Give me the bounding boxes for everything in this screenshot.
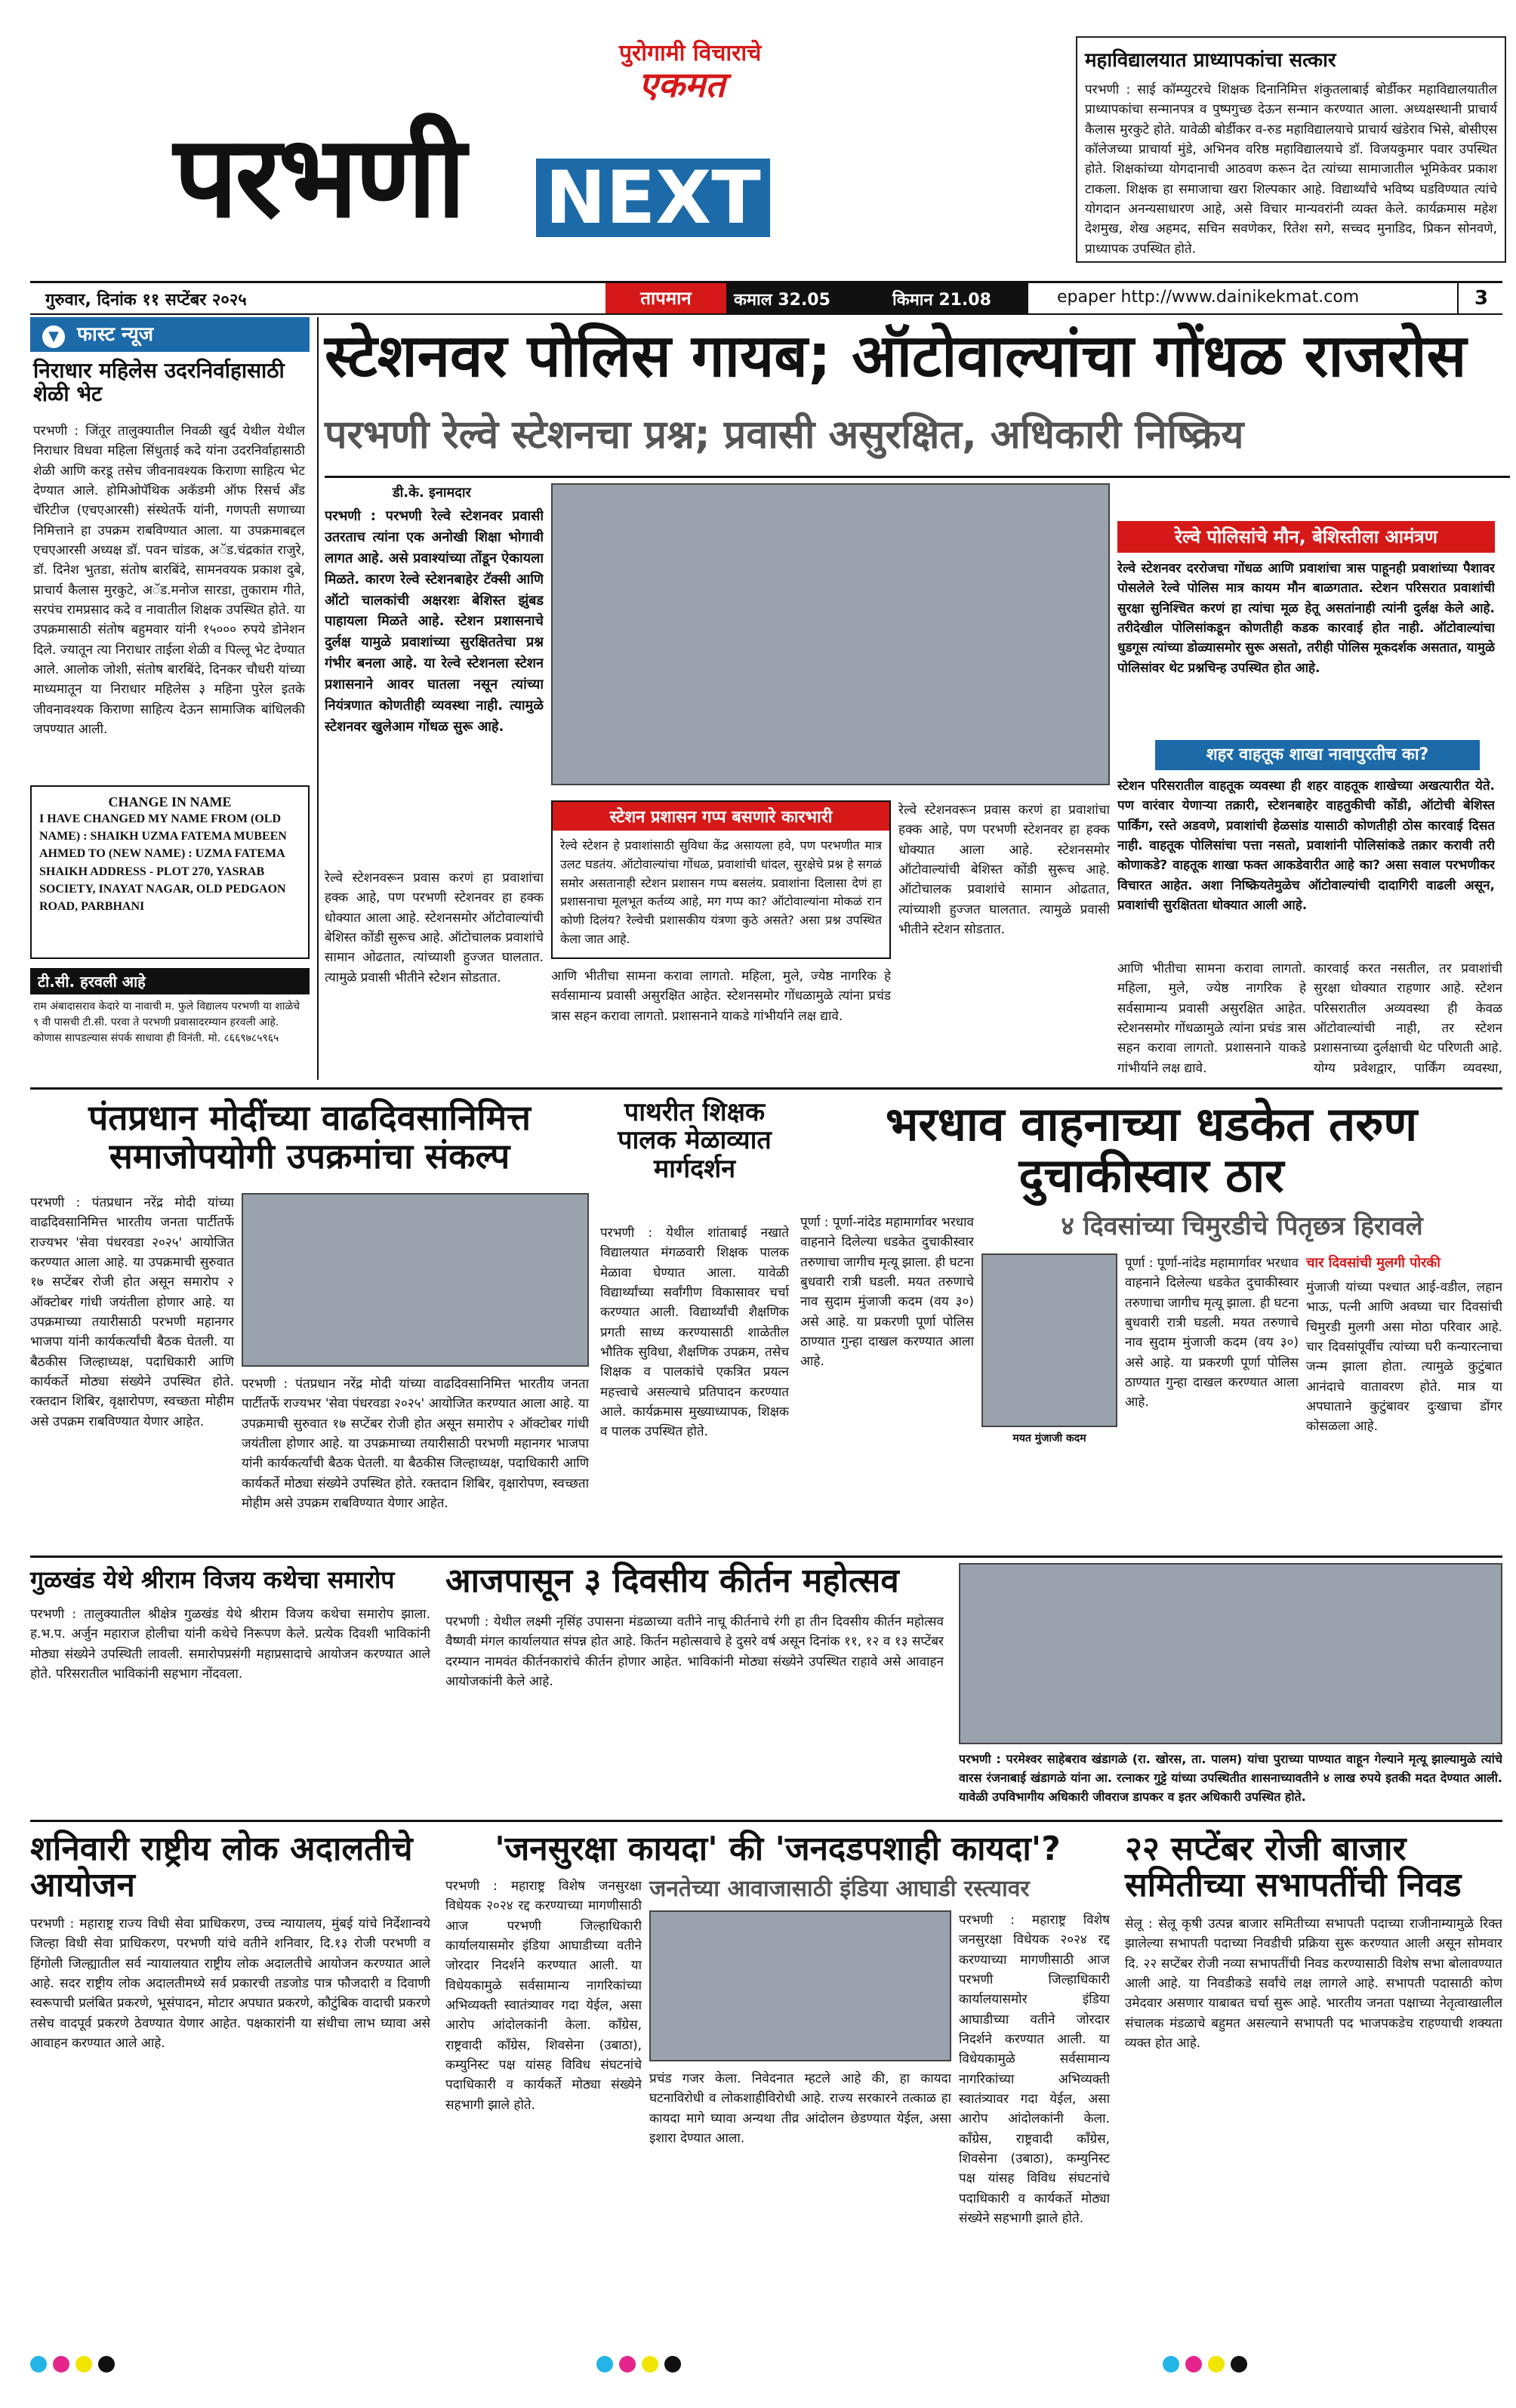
protest-photo [649,1910,951,2061]
daughter-subhead: चार दिवसांची मुलगी पोरकी [1306,1255,1441,1271]
kirtan-fest-body: परभणी : येथील लक्ष्मी नृसिंह उपासना मंडळाच्या वतीने नाचू कीर्तनाचे रंगी हा तीन दिवसीय कीर्तन महोत्सव वैष्णवी मंगल कार्यालयात संपन्न होत आहे. किर्तन महोत्सवाचे हे दुसरे वर्ष असून दिनांक ११, १२ व १३ सप्टेंबर दरम्यान नामवंत कीर्तनकारांचे कीर्तन होणार आहेत. भाविकांनी मोठ्या संख्येने उपस्थित राहावे असे आवाहन आयोजकांनी केले आहे. [445,1614,944,1690]
section-rule-3 [30,1820,1502,1822]
masthead-tagline: पुरोगामी विचाराचे [619,40,762,66]
column-divider [317,317,319,1080]
fast-news-body: परभणी : जिंतूर तालुक्यातील निवळी खुर्द येथील येथील निराधार विधवा महिला सिंधुताई कदेे यांना उदरनिर्वाहासाठी शेळी आणि करडू तसेच जीवनावश्यक किराणा साहित्य भेट देण्यात आले. होमिओपॅथिक अकॅडमी ऑफ रिसर्च अँड चॅरिटीज (एचएआरसी) संस्थेतर्फे यांनी, गणपती सणाच्या निमित्ताने हा उपक्रम राबविण्यात आला. या उपक्रमाबद्दल एचएआरसी अध्यक्ष डॉ. पवन चांडक, अॅड.चंद्रकांत राजुरे, डॉ. दिनेश भुतडा, संतोष बारबिंदे, सामनवयक प्रकाश दुबे, प्राचार्य कैलास मुरकुटे, अॅड.मनोज सारडा, तुकाराम गीते, सरपंच रामप्रसाद कदेे व नावातील शिक्षक उपस्थित होते. या उपक्रमासाठी संतोष बहुमवार यांनी १५००० रुपये डोनेशन दिले. ज्यातून त्या निराधार ताईला शेळी व पिल्लू भेट देण्यात आले. आलोक जोशी, संतोष बारबिंदे, दिनकर चौधरी यांच्या माध्यमातून या निराधार महिलेस ३ महिना पुरेल इतके जीवनावश्यक किराणा साहित्य देऊन सामाजिक बांधिलकी जपण्यात आली. [33,424,305,738]
modi-body-cont: परभणी : पंतप्रधान नरेंद्र मोदी यांच्या वाढदिवसानिमित्त भारतीय जनता पार्टीतर्फे राज्यभर 'सेवा पंधरवडा २०२५' आयोजित करण्यात आला आहे. या उपक्रमाची सुरुवात १७ सप्टेंबर रोजी होत असून समारोप २ ऑक्टोबर गांधी जयंतीला होणार आहे. या उपक्रमाच्या तयारीसाठी परभणी महानगर भाजपा यांनी कार्यकर्त्यांची बैठक घेतली. या बैठकीस जिल्हाध्यक्ष, पदाधिकारी आणि कार्यकर्ते मोठ्या संख्येने उपस्थित होते. रक्तदान शिबिर, वृक्षारोपण, स्वच्छता मोहीम असे उपक्रम राबविण्यात येणार आहेत. [242,1377,589,1512]
modi-headline: पंतप्रधान मोदींच्या वाढदिवसानिमित्त समाजोपयोगी उपक्रमांचा संकल्प [88,1097,531,1176]
lead-col-b: आणि भीतीचा सामना करावा लागतो. महिला, मुले, ज्येष्ठ नागरिक हे सर्वसामान्य प्रवासी असुरक्षित आहेत. स्टेशनसमोर गोंधळामुळे त्यांना प्रचंड त्रास सहन करावा लागतो. प्रशासनाने याकडे गांभीर्याने लक्ष द्यावे. [1117,961,1306,1076]
lok-adalat-headline: शनिवारी राष्ट्रीय लोक अदालतीचे आयोजन [30,1830,413,1905]
jansuraksha-headline: 'जनसुरक्षा कायदा' की 'जनदडपशाही कायदा'? [495,1830,1061,1868]
railway-station-photo [551,483,1110,785]
lead-rule [325,476,1510,478]
lok-adalat-body: परभणी : महाराष्ट्र राज्य विधी सेवा प्राधिकरण, उच्च न्यायालय, मुंबई यांचे निर्देशान्वये जिल्हा विधी सेवा प्राधिकरण, परभणी यांचे वतीने शनिवार, दि.१३ रोजी परभणी व हिंगोली जिल्ह्यातील सर्व न्यायालयात राष्ट्रीय लोक अदालतीचे आयोजन करण्यात आले आहे. सदर राष्ट्रीय लोक अदालतीमध्ये सर्व प्रकारची तडजोड पात्र फौजदारी व दिवाणी स्वरूपाची प्रलंबित प्रकरणे, भूसंपादन, मोटार अपघात प्रकरणे, कौटुंबिक वादाची प्रकरणे तसेच वादपूर्व प्रकरणे ठेवण्यात येणार आहेत. पक्षकारांनी या संधीचा लाभ घ्यावा असे आवाहन करण्यात आले आहे. [30,1916,430,2052]
tc-lost-notice [30,968,310,1078]
gulkhand-headline: गुळखंड येथे श्रीराम विजय कथेचा समारोप [30,1565,395,1594]
lead-col-d: रेल्वे स्टेशनवरून प्रवास करणं हा प्रवाशांचा हक्क आहे, पण परभणी स्टेशनवर हा हक्क धोक्यात आला आहे. स्टेशनसमोर ऑटोवाल्यांची बेशिस्त कोंडी सुरूच आहे. ऑटोचालक प्रवाशांचे सामान ओढतात, त्यांच्याशी हुज्जत घालतात. त्यामुळे प्रवासी भीतीने स्टेशन सोडतात. [325,871,544,985]
fast-news-label: फास्ट न्यूज [77,323,154,346]
top-news-box [1076,36,1506,263]
temperature-min: किमान 21.08 [892,291,991,310]
station-admin-box [551,800,891,959]
station-admin-body: रेल्वे स्टेशन हे प्रवाशांसाठी सुविधा केंद्र असायला हवे, पण परभणीत मात्र उलट घडतंय. ऑटोवाल्यांचा गोंधळ, प्रवाशांची धांदल, सुरक्षेचे प्रश्न हे सगळं समोर असतानाही स्टेशन प्रशासन गप्प बसलंय. प्रवाशांना दिलासा देणं हा प्रशासनाचा मूलभूत कर्तव्य आहे, मग गप्प का? ऑटोवाल्यांना मोकळं रान कोणी दिलंय? रेल्वेची प्रशासकीय यंत्रणा कुठे असते? असा प्रश्न उपस्थित केला जात आहे. [560,838,882,946]
accident-headline: भरधाव वाहनाच्या धडकेत तरुण दुचाकीस्वार ठार [885,1096,1418,1204]
jansuraksha-col3: परभणी : महाराष्ट्र विशेष जनसुरक्षा विधेयक २०२४ रद्द करण्याच्या मागणीसाठी आज परभणी जिल्हाधिकारी कार्यालयासमोर इंडिया आघाडीच्या वतीने जोरदार निदर्शने करण्यात आली. या विधेयकामुळे सर्वसामान्य नागरिकांच्या अभिव्यक्ती स्वातंत्र्यावर गदा येईल, असा आरोप आंदोलकांनी केला. काँग्रेस, राष्ट्रवादी काँग्रेस, शिवसेना (उबाठा), कम्युनिस्ट पक्ष यांसह विविध संघटनांचे पदाधिकारी व कार्यकर्ते मोठ्या संख्येने सहभागी झाले होते. [959,1913,1110,2227]
top-news-body: परभणी : साई कॉम्प्युटरचे शिक्षक दिनानिमित्त शंकुतलाबाई बोर्डीकर महाविद्यालयातील प्राध्यापकांचा सन्मानपत्र व पुष्पगुच्छ देऊन सन्मान करण्यात आला. अध्यक्षस्थानी प्राचार्य कैलास मुरकुटे होते. यावेळी बोर्डीकर व-रुड महाविद्यालयाचे प्राचार्य खंडेराव भिसे, बोसीएस कॉलेजच्या प्राचार्या मुंडे, अभिनव वरिष्ठ महाविद्यालयाचे डॉ. विजयकुमार पवार उपस्थित होते. शिक्षकांच्या योगदानाची आठवण करून देत त्यांच्या सामाजातील भूमिकेवर प्रकाश टाकला. शिक्षक हा समाजाचा खरा शिल्पकार आहे. विद्यार्थ्यांचे भविष्य घडविण्यात त्यांचे योगदान अनन्यसाधारण आहे, असे विचार मान्यवरांनी व्यक्त केले. कार्यक्रमास महेश देशमुख, शेख अहमद, सचिन सवणेकर, रितेश सगे, सच्चद मुनाडिद, प्रिकन सोनवणे, प्राध्यापक उपस्थित होते. [1085,82,1497,257]
bazar-headline: २२ सप्टेंबर रोजी बाजार समितीच्या सभापतींची निवड [1125,1830,1462,1905]
jansuraksha-body: परभणी : महाराष्ट्र विशेष जनसुरक्षा विधेयक २०२४ रद्द करण्याच्या मागणीसाठी आज परभणी जिल्हाधिकारी कार्यालयासमोर इंडिया आघाडीच्या वतीने जोरदार निदर्शने करण्यात आली. या विधेयकामुळे सर्वसामान्य नागरिकांच्या अभिव्यक्ती स्वातंत्र्यावर गदा येईल, असा आरोप आंदोलकांनी केला. काँग्रेस, राष्ट्रवादी काँग्रेस, शिवसेना (उबाठा), कम्युनिस्ट पक्ष यांसह विविध संघटनांचे पदाधिकारी व कार्यकर्ते मोठ्या संख्येने सहभागी झाले होते. [445,1879,642,2113]
lead-col-e: आणि भीतीचा सामना करावा लागतो. महिला, मुले, ज्येष्ठ नागरिक हे सर्वसामान्य प्रवासी असुरक्षित आहेत. स्टेशनसमोर गोंधळामुळे त्यांना प्रचंड त्रास सहन करावा लागतो. प्रशासनाने याकडे गांभीर्याने लक्ष द्यावे. [551,969,891,1024]
tc-lost-body: राम अंबादासराव केदारे या नावाची म. फुले विद्यालय परभणी या शाळेचे ९ वी पासची टी.सी. परवा ते परभणी प्रवासादरम्यान हरवली आहे. कोणास सापडल्यास संपर्क साधावा ही विनंती. मो. ८६६९७८५९६५ [33,1001,300,1044]
name-change-notice [30,785,310,959]
lead-subhead: परभणी रेल्वे स्टेशनचा प्रश्न; प्रवासी असुरक्षित, अधिकारी निष्क्रिय [325,412,1244,458]
lead-col-a: रेल्वे स्टेशनवरून प्रवास करणं हा प्रवाशांचा हक्क आहे, पण परभणी स्टेशनवर हा हक्क धोक्यात आला आहे. स्टेशनसमोर ऑटोवाल्यांची बेशिस्त कोंडी सुरूच आहे. ऑटोचालक प्रवाशांचे सामान ओढतात, त्यांच्याशी हुज्जत घालतात. त्यामुळे प्रवासी भीतीने स्टेशन सोडतात. [898,803,1110,938]
temperature-max: कमाल 32.05 [734,291,830,310]
print-color-marks [30,2356,1502,2386]
accident-subhead: ४ दिवसांच्या चिमुरडीचे पितृछत्र हिरावले [1061,1211,1423,1241]
accident-body: पूर्णा : पूर्णा-नांदेड महामार्गावर भरधाव वाहनाने दिलेल्या धडकेत दुचाकीस्वार तरुणाचा जागीच मृत्यू झाला. ही घटना बुधवारी रात्री घडली. मयत तरुणाचे नाव सुदाम मुंजाजी कदम (वय ३०) असे आहे. या प्रकरणी पूर्णा पोलिस ठाण्यात गुन्हा दाखल करण्यात आला आहे. [800,1215,974,1370]
modi-meeting-photo [242,1193,589,1367]
down-arrow-icon: ▼ [42,325,65,348]
lead-byline: डी.के. इनामदार [393,485,471,501]
fast-news-headline: निराधार महिलेस उदरनिर्वाहासाठी शेळी भेट [33,358,285,406]
name-change-title: CHANGE IN NAME [108,794,232,809]
lead-intro: परभणी : परभणी रेल्वे स्टेशनवर प्रवासी उतरताच त्यांना एक अनोखी शिक्षा भोगावी लागत आहे. असे प्रवाश्यांच्या तोंडून ऐकायला मिळते. कारण रेल्वे स्टेशनबाहेर टॅक्सी आणि ऑटो चालकांची अक्षरशः बेशिस्त झुंबड पाहायला मिळते आहे. स्टेशन प्रशासनाचे दुर्लक्ष यामुळे प्रवाशांच्या सुरक्षिततेचा प्रश्न गंभीर बनला आहे. या रेल्वे स्टेशनला स्टेशन प्रशासनाने आवर घातला नसून त्यांच्या नियंत्रणात कोणतीही व्यवस्था नाही. त्यामुळे स्टेशनवर खुलेआम गोंधळ सुरू आहे. [325,508,544,735]
traffic-subhead: शहर वाहतूक शाखा नावापुरतीच का? [1155,740,1480,770]
section-rule-2 [30,1555,1502,1558]
daughter-body: मुंजाजी यांच्या पश्चात आई-वडील, लहान भाऊ, पत्नी आणि अवघ्या चार दिवसांची चिमुरडी मुलगी असा मोठा परिवार आहे. चार दिवसांपूर्वीच त्यांच्या घरी कन्यारत्नाचा जन्म झाला होता. त्यामुळे कुटुंबात आनंदाचे वातावरण होते. मात्र या अपघाताने कुटुंबावर दुःखाचा डोंगर कोसळला आहे. [1306,1280,1502,1435]
jansuraksha-col2: प्रचंड गजर केला. निवेदनात म्हटले आहे की, हा कायदा घटनाविरोधी व लोकशाहीविरोधी आहे. राज्य सरकारने तत्काळ हा कायदा मागे घ्यावा अन्यथा तीव्र आंदोलन छेडण्यात येईल, असा इशारा देण्यात आला. [649,2071,951,2147]
temperature-bar [605,283,1028,313]
station-admin-title: स्टेशन प्रशासन गप्प बसणारे कारभारी [553,802,889,831]
teacher-body: परभणी : येथील शांताबाई नखाते विद्यालयात मंगळवारी शिक्षक पालक मेळावा घेण्यात आला. यावेळी विद्यार्थ्यांच्या सर्वांगीण विकासावर चर्चा करण्यात आली. विद्यार्थ्यांची शैक्षणिक प्रगती साध्य करण्यासाठी शाळेतील भौतिक सुविधा, शैक्षणिक उपक्रम, तसेच शिक्षक व पालकांचे एकत्रित प्रयत्न महत्त्वाचे असल्याचे प्रतिपादन करण्यात आले. कार्यक्रमास मुख्याध्यापक, शिक्षक व पालक उपस्थित होते. [600,1226,789,1440]
victim-caption: मयत मुंजाजी कदम [1012,1432,1086,1444]
fast-news-header [30,317,310,352]
gulkhand-body: परभणी : तालुक्यातील श्रीक्षेत्र गुळखंड येथे श्रीराम विजय कथेचा समारोप झाला. ह.भ.प. अर्जुन महाराज होलीचा यांनी कथेचे निरूपण केले. प्रत्येक दिवशी भाविकांनी मोठ्या संख्येने उपस्थिती लावली. समारोपप्रसंगी महाप्रसादाचे आयोजन करण्यात आले होते. परिसरातील भाविकांनी सहभाग नोंदवला. [30,1607,430,1682]
aid-handover-photo [959,1563,1502,1744]
issue-date: गुरुवार, दिनांक ११ सप्टेंबर २०२५ [45,291,247,310]
kirtan-fest-headline: आजपासून ३ दिवसीय कीर्तन महोत्सव [445,1562,899,1600]
name-change-body: I HAVE CHANGED MY NAME FROM (OLD NAME) : SHAIKH UZMA FATEMA MUBEEN AHMED TO (NEW NAME) : UZMA FATEMA SHAIKH ADDRESS - PLOT 270, YASRAB SOCIETY, INAYAT NAGAR, OLD PEDGAON ROAD, PARBHANI [39,812,287,913]
lead-headline: स्टेशनवर पोलिस गायब; ऑटोवाल्यांचा गोंधळ राजरोस [325,322,1467,390]
top-news-title: महाविद्यालयात प्राध्यापकांचा सत्कार [1085,49,1336,72]
masthead-title: परभणी [174,112,464,243]
masthead-lokmat-logo: एकमत [639,64,726,105]
bazar-body: सेलू : सेलू कृषी उत्पन्न बाजार समितीच्या सभापती पदाच्या राजीनाम्यामुळे रिक्त झालेल्या सभापती पदाच्या निवडीची प्रक्रिया सुरू करण्यात आली असून सोमवार दि. २२ सप्टेंबर रोजी नव्या सभापतींची निवड करण्यासाठी विशेष सभा बोलावण्यात आली आहे. या निवडीकडे सर्वांचे लक्ष लागले आहे. सभापती पदासाठी कोण उमेदवार असणार याबाबत चर्चा सुरू आहे. भारतीय जनता पक्षाच्या नेतृत्वाखालील संचालक मंडळाचे बहुमत असल्याने सभापती पद भाजपकडेच राहण्याची शक्यता व्यक्त होत आहे. [1125,1916,1502,2052]
page-number: 3 [1457,283,1504,313]
masthead-next-logo: NEXT [536,159,770,237]
section-rule-1 [30,1087,1502,1090]
police-body: रेल्वे स्टेशनवर दररोजचा गोंधळ आणि प्रवाशांचा त्रास पाहूनही प्रवाशांच्या पैशावर पोसलेले रेल्वे पोलिस मात्र कायम मौन बाळगतात. स्टेशन परिसरात प्रवाशांची सुरक्षा सुनिश्चित करणं हा त्यांचा मूळ हेतू असतांनाही त्यांनी दुर्लक्ष केले आहे. तरीदेखील पोलिसांकडून कोणतीही कडक कारवाई होत नाही. ऑटोवाल्यांचा धुडगूस त्यांच्या डोळ्यासमोर सुरू असतो, तरीही पोलिस मूकदर्शक असतात, यामुळे पोलिसांवर थेट प्रश्नचिन्ह उपस्थित होत आहे. [1117,561,1495,676]
lead-col-c: कारवाई करत नसतील, तर प्रवाशांची सुरक्षा धोक्यात राहणार आहे. स्टेशन परिसरातील अव्यवस्था ही केवळ ऑटोवाल्यांची नाही, तर स्टेशन प्रशासनाच्या दुर्लक्षाची थेट परिणती आहे. योग्य प्रवेशद्वार, पार्किंग व्यवस्था, [1314,961,1502,1076]
police-subhead: रेल्वे पोलिसांचे मौन, बेशिस्तीला आमंत्रण [1117,521,1495,553]
epaper-link[interactable]: epaper http://www.dainikekmat.com [1057,288,1360,307]
temperature-label: तापमान [605,283,726,313]
jansuraksha-subhead: जनतेच्या आवाजासाठी इंडिया आघाडी रस्त्यावर [649,1876,1030,1902]
aid-photo-caption: परभणी : परमेश्वर साहेबराव खंडागळे (रा. खोरस, ता. पालम) यांचा पुराच्या पाण्यात वाहून गेल्याने मृत्यू झाल्यामुळे त्यांचे वारस रंजनाबाई खंडागळे यांना आ. रत्नाकर गुट्टे यांच्या उपस्थितीत शासनाच्यावतीने ४ लाख रुपये इतकी मदत देण्यात आली. यावेळी उपविभागीय अधिकारी जीवराज डापकर व इतर अधिकारी उपस्थित होते. [959,1752,1502,1804]
dateline-bar [30,281,1502,315]
traffic-body: स्टेशन परिसरातील वाहतूक व्यवस्था ही शहर वाहतूक शाखेच्या अखत्यारीत येते. पण वारंवार येणाऱ्या तक्रारी, स्टेशनबाहेर वाहतुकीची कोंडी, ऑटोची बेशिस्त पार्किंग, रस्ते अडवणे, प्रवाशांची हेळसांड यासाठी कोणतीही ठोस कारवाई दिसत नाही. वाहतूक पोलिसांचा पत्ता नसतो, प्रवाशांनी पोलिसांकडे तक्रार करावी तरी कोणाकडे? वाहतूक शाखा फक्त आकडेवारीत आहे का? असा सवाल परभणीकर विचारत आहेत. अशा निष्क्रियतेमुळेच ऑटोवाल्यांची दादागिरी वाढली असून, प्रवाशांची सुरक्षितता धोक्यात आली आहे. [1117,779,1495,914]
tc-lost-title: टी.सी. हरवली आहे [30,968,310,994]
teacher-headline: पाथरीत शिक्षक पालक मेळाव्यात मार्गदर्शन [618,1097,772,1184]
accident-body-cont: पूर्णा : पूर्णा-नांदेड महामार्गावर भरधाव वाहनाने दिलेल्या धडकेत दुचाकीस्वार तरुणाचा जागीच मृत्यू झाला. ही घटना बुधवारी रात्री घडली. मयत तरुणाचे नाव सुदाम मुंजाजी कदम (वय ३०) असे आहे. या प्रकरणी पूर्णा पोलिस ठाण्यात गुन्हा दाखल करण्यात आला आहे. [1125,1256,1299,1411]
modi-body: परभणी : पंतप्रधान नरेंद्र मोदी यांच्या वाढदिवसानिमित्त भारतीय जनता पार्टीतर्फे राज्यभर 'सेवा पंधरवडा २०२५' आयोजित करण्यात आला आहे. या उपक्रमाची सुरुवात १७ सप्टेंबर रोजी होत असून समारोप २ ऑक्टोबर गांधी जयंतीला होणार आहे. या उपक्रमाच्या तयारीसाठी परभणी महानगर भाजपा यांनी कार्यकर्त्यांची बैठक घेतली. या बैठकीस जिल्हाध्यक्ष, पदाधिकारी आणि कार्यकर्ते मोठ्या संख्येने उपस्थित होते. रक्तदान शिबिर, वृक्षारोपण, स्वच्छता मोहीम असे उपक्रम राबविण्यात येणार आहेत. [30,1195,234,1429]
victim-photo [981,1253,1117,1427]
